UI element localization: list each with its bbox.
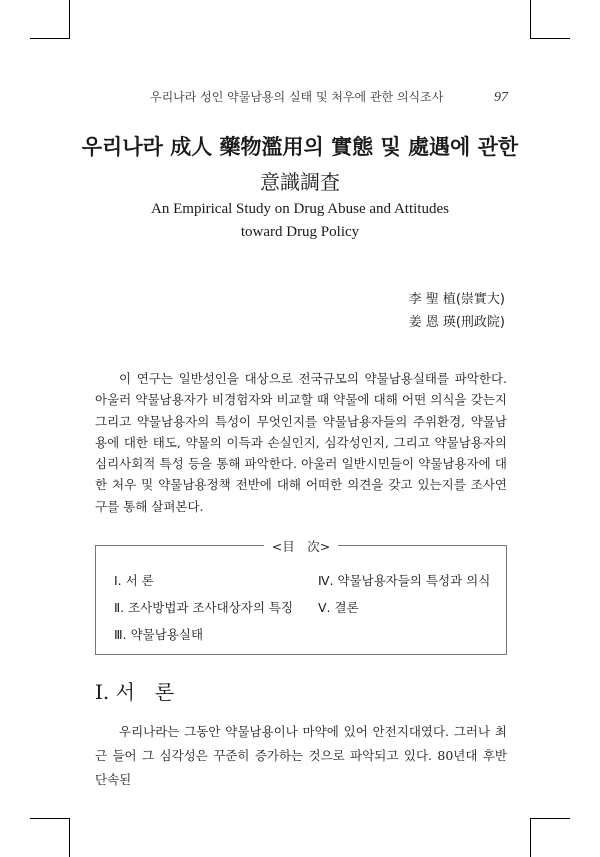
- title-english-line2: toward Drug Policy: [240, 224, 360, 240]
- crop-mark-bottom-left-v: [69, 818, 70, 857]
- body-paragraph: 우리나라는 그동안 약물남용이나 마약에 있어 안전지대였다. 그러나 최근 들어 그 심각성은 꾸준히 증가하는 것으로 파악되고 있다. 80년대 후반 단속된: [95, 724, 507, 787]
- crop-mark-bottom-right-v: [530, 818, 531, 857]
- section-heading: Ⅰ. 서 론: [95, 680, 175, 704]
- toc-item-characteristics: Ⅳ. 약물남용자들의 특성과 의식: [318, 573, 491, 588]
- toc-item-intro: Ⅰ. 서 론: [114, 573, 154, 588]
- title-korean-line1: 우리나라 成人 藥物濫用의 實態 및 處遇에 관한: [81, 134, 519, 159]
- abstract: 이 연구는 일반성인을 대상으로 전국규모의 약물남용실태를 파악한다. 아울러 약물남용자가 비경험자와 비교할 때 약물에 대해 어떤 의식을 갖는지 그리고 약물남용자의 특성이 무엇인지를 약물남용자들의 주위환경, 약물남용에 대한 태도, 약물의 이득과 손실인지, 심각성인지, 그리고 약물남용자의 심리사회적 특성 등을 통해 파악한다. 아울러 일반시민들이 약물남용자에 대한 처우 및 약물남용정책 전반에 대해 어떠한 의견을 갖고 있는지를 조사연구를 통해 살펴본다.: [95, 371, 507, 514]
- title-english-line1: An Empirical Study on Drug Abuse and Attitudes: [151, 201, 449, 217]
- running-title: 우리나라 성인 약물남용의 실태 및 처우에 관한 의식조사: [150, 90, 444, 104]
- crop-mark-bottom-right-h: [530, 818, 570, 819]
- toc-item-conclusion: Ⅴ. 결론: [318, 600, 359, 615]
- toc-item-methods: Ⅱ. 조사방법과 조사대상자의 특징: [114, 600, 294, 615]
- toc-item-status: Ⅲ. 약물남용실태: [114, 627, 204, 642]
- crop-mark-top-left-h: [30, 38, 70, 39]
- author-1: 李 聖 植(崇實大): [408, 292, 505, 307]
- crop-mark-bottom-left-h: [30, 818, 70, 819]
- toc-title: <目 次>: [264, 539, 338, 554]
- running-header: [150, 88, 508, 106]
- author-2: 姜 恩 瑛(刑政院): [408, 315, 505, 330]
- crop-mark-top-right-h: [530, 38, 570, 39]
- crop-mark-top-left-v: [69, 0, 70, 39]
- page-number: 97: [494, 90, 508, 105]
- crop-mark-top-right-v: [530, 0, 531, 39]
- title-korean-line2: 意識調査: [260, 170, 340, 194]
- table-of-contents: [95, 539, 507, 655]
